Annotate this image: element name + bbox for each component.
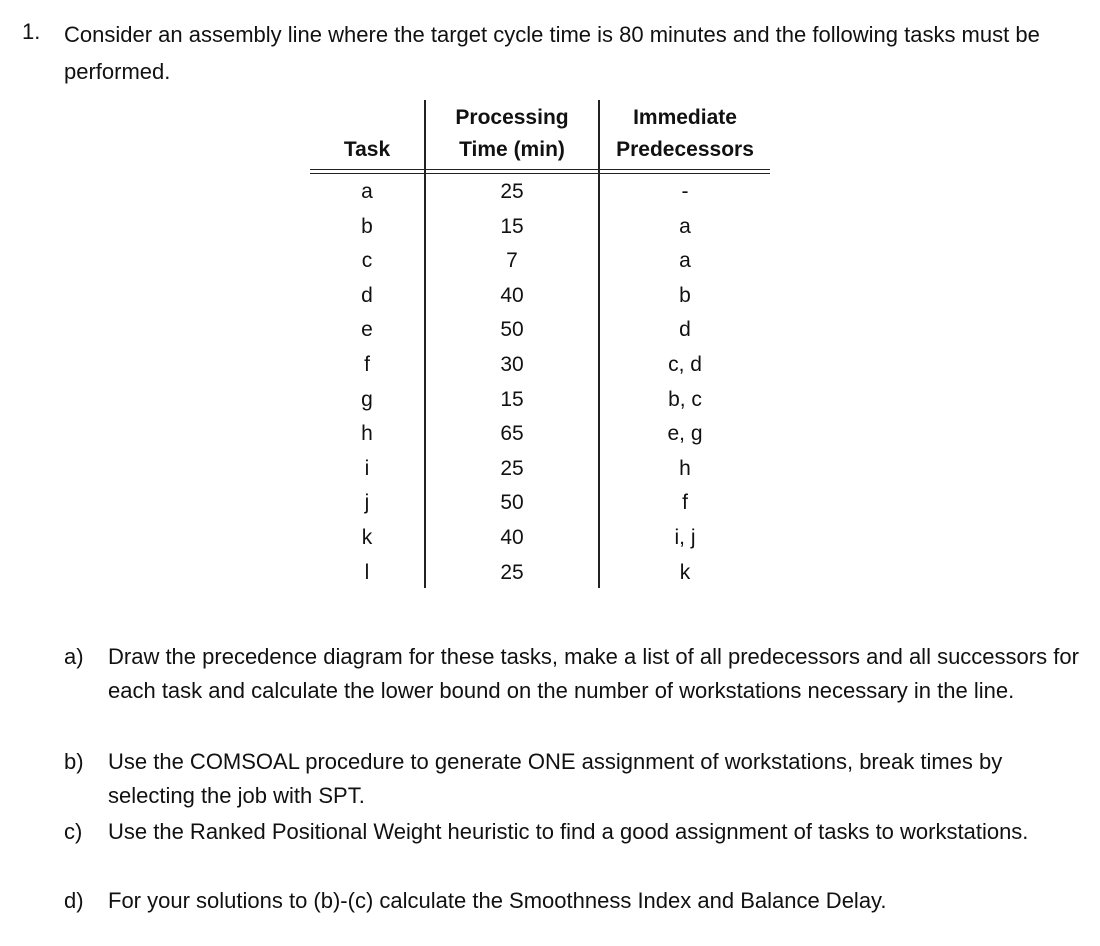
table-cell-predecessors: k — [679, 560, 691, 584]
task-table — [310, 100, 770, 590]
question-text: Use the Ranked Positional Weight heuristic to find a good assignment of tasks to workstations. — [108, 819, 1029, 844]
table-cell-time: 15 — [500, 214, 524, 238]
table-cell-task: j — [364, 491, 370, 515]
table-cell-predecessors: d — [679, 318, 691, 342]
table-cell-task: a — [361, 180, 373, 203]
table-cell-time: 15 — [500, 387, 524, 411]
header-divider — [310, 173, 770, 174]
table-cell-predecessors: c, d — [668, 353, 702, 376]
header-processing-time — [426, 102, 598, 166]
table-cell-predecessors: a — [679, 249, 691, 273]
table-cell-task: i — [364, 456, 370, 480]
header-divider — [310, 169, 770, 170]
table-cell-predecessors: b — [679, 283, 691, 307]
table-cell-time: 7 — [506, 249, 518, 273]
header-predecessors-line2: Predecessors — [616, 138, 754, 161]
table-cell-predecessors: f — [682, 491, 688, 515]
problem-intro: Consider an assembly line where the target cycle time is 80 minutes and the following tasks must be performed. — [64, 22, 1040, 84]
table-cell-predecessors: - — [681, 180, 689, 203]
table-cell-task: b — [361, 214, 373, 238]
question-text: Draw the precedence diagram for these tasks, make a list of all predecessors and all successors for each task and calculate the lower bound on the number of workstations necessary in the line. — [108, 644, 1079, 703]
header-processing-line1: Processing — [455, 106, 569, 129]
table-cell-predecessors: a — [679, 214, 691, 238]
table-cell-predecessors: h — [679, 456, 691, 480]
table-cell-task: l — [364, 560, 370, 584]
question-letter: a) — [64, 644, 84, 669]
header-processing-line2: Time (min) — [459, 138, 565, 161]
table-cell-task: g — [361, 387, 373, 411]
table-cell-time: 50 — [500, 318, 524, 342]
question-text: For your solutions to (b)-(c) calculate the Smoothness Index and Balance Delay. — [108, 888, 887, 913]
question-letter: d) — [64, 888, 84, 913]
table-cell-task: h — [361, 422, 373, 446]
table-cell-time: 25 — [500, 456, 524, 480]
table-cell-predecessors: b, c — [668, 387, 702, 411]
table-cell-task: d — [361, 283, 373, 307]
table-cell-time: 40 — [500, 283, 524, 307]
table-cell-task: e — [361, 318, 373, 342]
table-cell-predecessors: e, g — [667, 422, 703, 446]
question-letter: b) — [64, 749, 84, 774]
table-cell-time: 25 — [500, 560, 524, 584]
table-cell-time: 30 — [500, 353, 524, 376]
header-immediate-predecessors — [600, 102, 770, 166]
header-predecessors-line1: Immediate — [633, 106, 737, 129]
table-cell-time: 65 — [500, 422, 524, 446]
question-text: Use the COMSOAL procedure to generate ONE assignment of workstations, break times by selecting the job with SPT. — [108, 749, 1003, 808]
table-cell-task: c — [361, 249, 373, 273]
header-task: Task — [343, 138, 391, 161]
table-cell-time: 50 — [500, 491, 524, 515]
table-cell-time: 40 — [500, 526, 524, 549]
table-cell-task: k — [361, 526, 373, 549]
table-cell-task: f — [364, 353, 370, 376]
table-cell-predecessors: i, j — [674, 526, 696, 549]
problem-number: 1. — [22, 19, 41, 44]
table-cell-time: 25 — [500, 180, 524, 203]
question-letter: c) — [64, 819, 83, 844]
